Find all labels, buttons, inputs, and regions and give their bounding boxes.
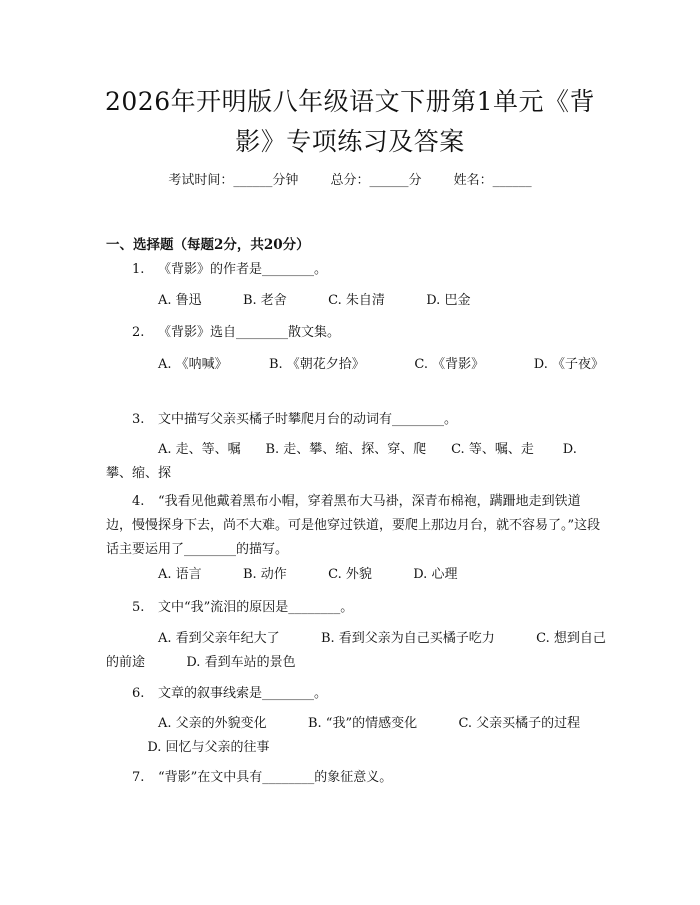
question-text: “背影”在文中具有________的象征意义。 xyxy=(158,770,393,785)
option-c: C. 朱自清 xyxy=(328,293,385,308)
question-text: 文中描写父亲买橘子时攀爬月台的动词有________。 xyxy=(158,412,458,427)
question-1: 1. 《背影》的作者是________。 xyxy=(132,262,328,277)
option-b: B. 《朝花夕拾》 xyxy=(268,357,365,372)
question-2: 2. 《背影》选自________散文集。 xyxy=(132,325,341,340)
option-b: B. 走、攀、缩、探、穿、爬 xyxy=(265,442,427,457)
document-title xyxy=(60,82,640,162)
option-d: D. 《子夜》 xyxy=(533,357,604,372)
title-line-2: 影》专项练习及答案 xyxy=(235,127,465,156)
option-a: A. 鲁迅 xyxy=(158,293,202,308)
exam-time: 考试时间：______分钟 xyxy=(168,173,299,188)
question-6: 6. 文章的叙事线索是________。 xyxy=(132,686,328,701)
option-c: C. 父亲买橘子的过程 xyxy=(458,716,581,731)
question-text: 《背影》的作者是________。 xyxy=(158,262,328,277)
option-a: A. 看到父亲年纪大了 xyxy=(158,631,280,646)
option-c: C. 外貌 xyxy=(328,567,372,582)
section-heading: 一、选择题（每题2分，共20分） xyxy=(106,237,310,253)
option-d: D. 回忆与父亲的往事 xyxy=(147,740,270,755)
question-text: 《背影》选自________散文集。 xyxy=(158,325,341,340)
option-a: A. 《呐喊》 xyxy=(158,357,228,372)
option-b: B. 老舍 xyxy=(242,293,287,308)
question-2-options xyxy=(106,353,606,377)
question-4-options xyxy=(106,563,606,587)
question-text: 文中“我”流泪的原因是________。 xyxy=(158,600,354,615)
question-7: 7. “背影”在文中具有________的象征意义。 xyxy=(132,770,393,785)
exam-score: 总分：______分 xyxy=(330,173,422,188)
option-a: A. 语言 xyxy=(158,567,202,582)
question-1-options xyxy=(106,289,606,313)
option-a: A. 父亲的外貌变化 xyxy=(158,716,267,731)
option-b: B. 看到父亲为自己买橘子吃力 xyxy=(320,631,495,646)
option-d: D. 攀、缩、探 xyxy=(106,442,577,481)
exam-meta xyxy=(0,169,700,188)
question-5: 5. 文中“我”流泪的原因是________。 xyxy=(132,600,354,615)
question-6-options xyxy=(106,712,606,760)
option-c: C. 想到自己的前途 xyxy=(106,631,606,670)
option-b: B. “我”的情感变化 xyxy=(307,716,418,731)
question-3-options xyxy=(106,438,606,486)
question-text: 文章的叙事线索是________。 xyxy=(158,686,328,701)
option-a: A. 走、等、嘱 xyxy=(158,442,241,457)
question-text: “我看见他戴着黑布小帽，穿着黑布大马褂，深青布棉袍，蹒跚地走到铁道边，慢慢探身下去，尚不大难。可是他穿过铁道，要爬上那边月台，就不容易了。”这段话主要运用了________的描写。 xyxy=(106,494,601,557)
question-4: 4. “我看见他戴着黑布小帽，穿着黑布大马褂，深青布棉袍，蹒跚地走到铁道边，慢慢探身下去，尚不大难。可是他穿过铁道，要爬上那边月台，就不容易了。”这段话主要运用了________的描写。 xyxy=(106,494,601,557)
exam-name: 姓名：______ xyxy=(453,173,532,188)
option-d: D. 看到车站的景色 xyxy=(186,655,296,670)
option-d: D. 巴金 xyxy=(426,293,471,308)
question-5-options xyxy=(106,627,606,675)
option-c: C. 《背影》 xyxy=(414,357,485,372)
option-c: C. 等、嘱、走 xyxy=(451,442,534,457)
option-d: D. 心理 xyxy=(413,567,458,582)
title-line-1: 2026年开明版八年级语文下册第1单元《背 xyxy=(104,87,596,116)
option-b: B. 动作 xyxy=(242,567,287,582)
question-3: 3. 文中描写父亲买橘子时攀爬月台的动词有________。 xyxy=(132,412,458,427)
